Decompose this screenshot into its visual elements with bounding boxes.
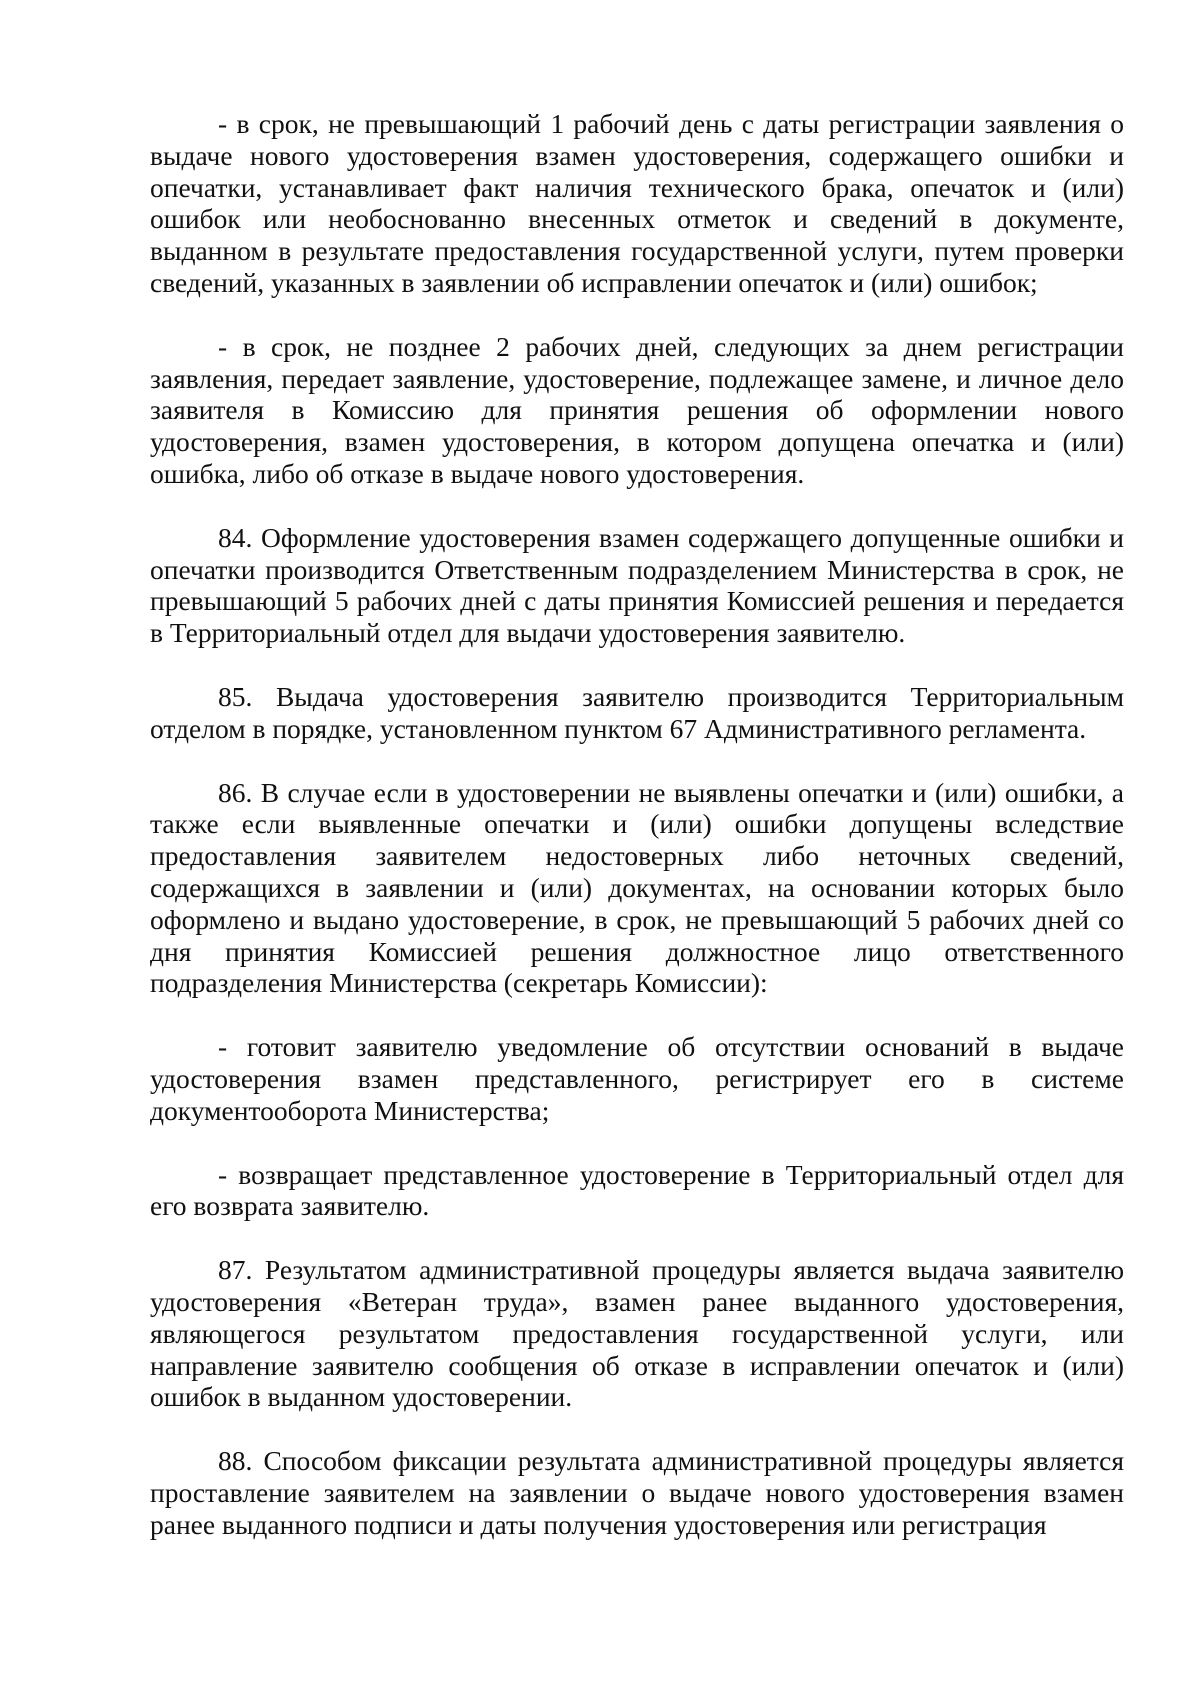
document-page <box>150 108 1124 1540</box>
paragraph-86: 86. В случае если в удостоверении не выявлены опечатки и (или) ошибки, а также если выявленные опечатки и (или) ошибки допущены вследствие предоставления заявителем недостоверных либо неточных сведений, содержащихся в заявлении и (или) документах, на основании которых было оформлено и выдано удостоверение, в срок, не превышающий 5 рабочих дней со дня принятия Комиссией решения должностное лицо ответственного подразделения Министерства (секретарь Комиссии): <box>150 776 1124 999</box>
paragraph-returns-certificate: - возвращает представленное удостоверение в Территориальный отдел для его возврата заявителю. <box>150 1158 1124 1222</box>
paragraph-deadline-2-days: - в срок, не позднее 2 рабочих дней, следующих за днем регистрации заявления, передает заявление, удостоверение, подлежащее замене, и личное дело заявителя в Комиссию для принятия решения об оформлении нового удостоверения, взамен удостоверения, в котором допущена опечатка и (или) ошибка, либо об отказе в выдаче нового удостоверения. <box>150 330 1124 489</box>
paragraph-87: 87. Результатом административной процедуры является выдача заявителю удостоверения «Ветеран труда», взамен ранее выданного удостоверения, являющегося результатом предоставления государственной услуги, или направление заявителю сообщения об отказе в исправлении опечаток и (или) ошибок в выданном удостоверении. <box>150 1254 1124 1413</box>
paragraph-deadline-1-day: - в срок, не превышающий 1 рабочий день с даты регистрации заявления о выдаче нового удостоверения взамен удостоверения, содержащего ошибки и опечатки, устанавливает факт наличия технического брака, опечаток и (или) ошибок или необоснованно внесенных отметок и сведений в документе, выданном в результате предоставления государственной услуги, путем проверки сведений, указанных в заявлении об исправлении опечаток и (или) ошибок; <box>150 108 1124 298</box>
paragraph-prepares-notice: - готовит заявителю уведомление об отсутствии оснований в выдаче удостоверения взамен представленного, регистрирует его в системе документооборота Министерства; <box>150 1031 1124 1126</box>
paragraph-85: 85. Выдача удостоверения заявителю производится Территориальным отделом в порядке, установленном пунктом 67 Административного регламента. <box>150 680 1124 744</box>
paragraph-84: 84. Оформление удостоверения взамен содержащего допущенные ошибки и опечатки производится Ответственным подразделением Министерства в срок, не превышающий 5 рабочих дней с даты принятия Комиссией решения и передается в Территориальный отдел для выдачи удостоверения заявителю. <box>150 521 1124 649</box>
paragraph-88: 88. Способом фиксации результата административной процедуры является проставление заявителем на заявлении о выдаче нового удостоверения взамен ранее выданного подписи и даты получения удостоверения или регистрация <box>150 1445 1124 1540</box>
